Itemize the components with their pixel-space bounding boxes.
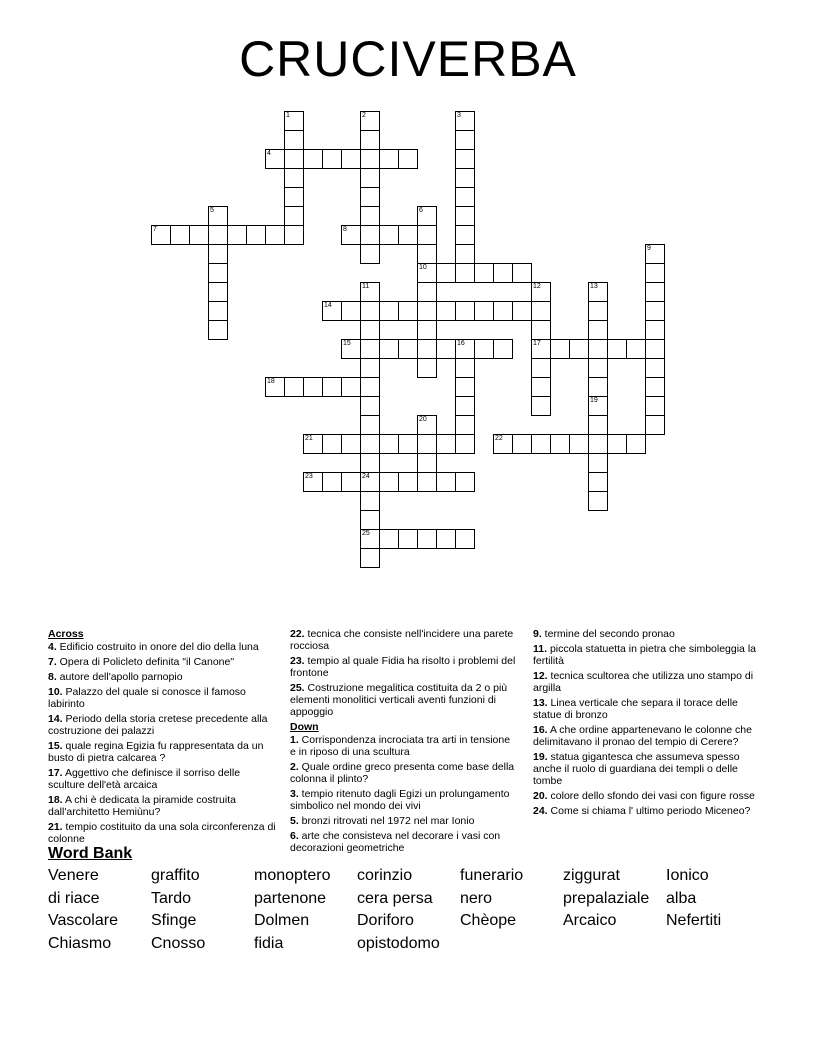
down-clue xyxy=(533,643,761,667)
grid-cell[interactable] xyxy=(360,244,380,264)
clue-text: termine del secondo pronao xyxy=(541,628,675,640)
grid-cell[interactable] xyxy=(417,301,437,321)
grid-cell[interactable] xyxy=(360,396,380,416)
grid-cell[interactable] xyxy=(360,149,380,169)
grid-cell[interactable] xyxy=(455,149,475,169)
grid-cell[interactable] xyxy=(455,415,475,435)
clue-number: 3 xyxy=(457,112,461,119)
clue-number-label: 3. xyxy=(290,788,299,800)
clue-number: 21 xyxy=(305,435,313,442)
grid-cell[interactable] xyxy=(284,225,304,245)
grid-cell[interactable] xyxy=(474,301,494,321)
grid-cell[interactable] xyxy=(341,377,361,397)
clue-number: 13 xyxy=(590,283,598,290)
grid-cell[interactable] xyxy=(284,149,304,169)
down-clue xyxy=(290,815,518,827)
grid-cell[interactable] xyxy=(303,377,323,397)
clue-number-label: 4. xyxy=(48,641,57,653)
clues-column-1 xyxy=(48,628,276,848)
grid-cell[interactable] xyxy=(436,434,456,454)
grid-cell[interactable] xyxy=(645,377,665,397)
grid-cell[interactable] xyxy=(455,263,475,283)
word-bank-item: nero xyxy=(460,889,493,907)
word-bank-item: Arcaico xyxy=(563,912,617,929)
grid-cell[interactable] xyxy=(360,225,380,245)
grid-cell[interactable] xyxy=(379,529,399,549)
grid-cell[interactable] xyxy=(436,339,456,359)
grid-cell[interactable] xyxy=(569,339,589,359)
down-clue xyxy=(533,724,761,748)
clue-text: tempio al quale Fidia ha risolto i problemi del frontone xyxy=(290,655,516,679)
grid-cell[interactable] xyxy=(588,377,608,397)
clue-text: arte che consisteva nel decorare i vasi con decorazioni geometriche xyxy=(290,830,501,854)
clue-text: statua gigantesca che assumeva spesso anche il ruolo di guardiana dei templi o delle tombe xyxy=(533,751,740,787)
word-bank-item: fidia xyxy=(254,934,284,952)
clue-text: Linea verticale che separa il torace delle statue di bronzo xyxy=(533,697,738,721)
clues-column-2 xyxy=(290,628,518,857)
clue-number-label: 11. xyxy=(533,643,548,655)
grid-cell[interactable] xyxy=(322,377,342,397)
clue-number: 22 xyxy=(495,435,503,442)
grid-cell[interactable] xyxy=(550,339,570,359)
grid-cell[interactable] xyxy=(493,263,513,283)
grid-cell[interactable] xyxy=(360,130,380,150)
clue-text: Aggettivo che definisce il sorriso delle sculture dell'età arcaica xyxy=(48,767,241,791)
grid-cell[interactable] xyxy=(322,149,342,169)
clue-text: Periodo della storia cretese precedente alla costruzione dei palazzi xyxy=(48,713,268,737)
across-heading: Across xyxy=(48,628,84,640)
grid-cell[interactable] xyxy=(531,320,551,340)
clue-number-label: 1. xyxy=(290,734,299,746)
grid-cell[interactable] xyxy=(588,358,608,378)
grid-cell[interactable] xyxy=(512,263,532,283)
grid-cell[interactable] xyxy=(588,472,608,492)
grid-cell[interactable] xyxy=(417,434,437,454)
grid-cell[interactable] xyxy=(588,453,608,473)
page-title: CRUCIVERBA xyxy=(239,31,577,87)
grid-cell[interactable] xyxy=(398,301,418,321)
clue-text: Come si chiama l' ultimo periodo Miceneo? xyxy=(547,805,751,817)
clue-text: Costruzione megalitica costituita da 2 o più elementi monolitici verticali aventi funzioni di appoggio xyxy=(290,682,508,718)
clue-number-label: 18. xyxy=(48,794,63,806)
grid-cell[interactable] xyxy=(398,472,418,492)
clue-number-label: 12. xyxy=(533,670,548,682)
grid-cell[interactable] xyxy=(379,149,399,169)
grid-cell[interactable] xyxy=(360,320,380,340)
grid-cell[interactable] xyxy=(531,377,551,397)
word-bank-item: Dolmen xyxy=(254,912,310,929)
word-bank-item: Venere xyxy=(48,867,99,884)
grid-cell[interactable] xyxy=(208,320,228,340)
grid-cell[interactable] xyxy=(512,301,532,321)
grid-cell[interactable] xyxy=(208,282,228,302)
grid-cell[interactable] xyxy=(645,282,665,302)
clue-number: 4 xyxy=(267,150,271,157)
across-clue xyxy=(290,628,518,652)
clue-number: 25 xyxy=(362,530,370,537)
word-bank-item: opistodomo xyxy=(357,934,440,952)
grid-cell[interactable] xyxy=(493,301,513,321)
clue-number: 11 xyxy=(362,283,370,290)
grid-cell[interactable] xyxy=(265,225,285,245)
grid-cell[interactable] xyxy=(170,225,190,245)
clue-number-label: 25. xyxy=(290,682,305,694)
clue-number: 5 xyxy=(210,207,214,214)
clue-text: Edificio costruito in onore del dio della luna xyxy=(56,641,259,653)
grid-cell[interactable] xyxy=(341,301,361,321)
clue-number-label: 6. xyxy=(290,830,299,842)
clue-number-label: 17. xyxy=(48,767,63,779)
down-clue xyxy=(290,734,518,758)
grid-cell[interactable] xyxy=(645,263,665,283)
down-clue xyxy=(533,628,761,640)
word-bank-item: ziggurat xyxy=(563,867,620,884)
grid-cell[interactable] xyxy=(284,130,304,150)
grid-cell[interactable] xyxy=(645,358,665,378)
grid-cell[interactable] xyxy=(645,301,665,321)
word-bank-item: Sfinge xyxy=(151,912,197,929)
grid-cell[interactable] xyxy=(360,187,380,207)
clue-number: 16 xyxy=(457,340,465,347)
grid-cell[interactable] xyxy=(607,434,627,454)
down-clue xyxy=(533,751,761,787)
grid-cell[interactable] xyxy=(398,339,418,359)
grid-cell[interactable] xyxy=(455,377,475,397)
clue-number: 2 xyxy=(362,112,366,119)
grid-cell[interactable] xyxy=(322,472,342,492)
grid-cell[interactable] xyxy=(436,263,456,283)
grid-cell[interactable] xyxy=(455,130,475,150)
clue-text: piccola statuetta in pietra che simboleggia la fertilità xyxy=(533,643,756,667)
grid-cell[interactable] xyxy=(341,472,361,492)
across-clue xyxy=(48,740,276,764)
grid-cell[interactable] xyxy=(341,149,361,169)
word-bank-item: Chèope xyxy=(460,912,517,929)
clue-number-label: 7. xyxy=(48,656,57,668)
clue-number: 6 xyxy=(419,207,423,214)
across-clue xyxy=(48,656,276,668)
grid-cell[interactable] xyxy=(588,434,608,454)
clue-number: 19 xyxy=(590,397,598,404)
down-clue xyxy=(533,670,761,694)
grid-cell[interactable] xyxy=(208,225,228,245)
clue-number-label: 2. xyxy=(290,761,299,773)
grid-cell[interactable] xyxy=(626,434,646,454)
grid-cell[interactable] xyxy=(379,434,399,454)
clue-text: tempio ritenuto dagli Egizi un prolungamento simbolico nel mondo dei vivi xyxy=(290,788,510,812)
grid-cell[interactable] xyxy=(455,529,475,549)
grid-cell[interactable] xyxy=(417,453,437,473)
word-bank-item: monoptero xyxy=(254,867,331,884)
grid-cell[interactable] xyxy=(455,244,475,264)
clue-text: Palazzo del quale si conosce il famoso labirinto xyxy=(48,686,246,710)
word-bank-item: Nefertiti xyxy=(666,912,722,929)
clue-number-label: 23. xyxy=(290,655,305,667)
down-clue xyxy=(290,830,518,854)
clue-number: 9 xyxy=(647,245,651,252)
clue-text: Opera di Policleto definita "il Canone" xyxy=(56,656,235,668)
grid-cell[interactable] xyxy=(550,434,570,454)
grid-cell[interactable] xyxy=(360,453,380,473)
grid-cell[interactable] xyxy=(455,358,475,378)
clue-text: tecnica che consiste nell'incidere una parete rocciosa xyxy=(290,628,514,652)
clue-number-label: 9. xyxy=(533,628,542,640)
grid-cell[interactable] xyxy=(645,339,665,359)
word-bank-item: cera persa xyxy=(357,889,433,907)
grid-cell[interactable] xyxy=(284,187,304,207)
clue-number: 8 xyxy=(343,226,347,233)
grid-cell[interactable] xyxy=(512,434,532,454)
across-clue xyxy=(290,682,518,718)
word-bank-item: alba xyxy=(666,889,697,907)
grid-cell[interactable] xyxy=(303,149,323,169)
clue-number-label: 19. xyxy=(533,751,548,763)
clue-number-label: 14. xyxy=(48,713,63,725)
clue-number: 12 xyxy=(533,283,541,290)
grid-cell[interactable] xyxy=(417,472,437,492)
clue-number-label: 15. xyxy=(48,740,63,752)
clue-number-label: 21. xyxy=(48,821,63,833)
across-clue xyxy=(290,655,518,679)
down-clue xyxy=(533,805,761,817)
grid-cell[interactable] xyxy=(588,320,608,340)
grid-cell[interactable] xyxy=(417,339,437,359)
grid-cell[interactable] xyxy=(645,396,665,416)
clue-number: 10 xyxy=(419,264,427,271)
clue-number-label: 24. xyxy=(533,805,548,817)
grid-cell[interactable] xyxy=(284,168,304,188)
clue-text: Quale ordine greco presenta come base della colonna il plinto? xyxy=(290,761,515,785)
across-clue xyxy=(48,686,276,710)
grid-cell[interactable] xyxy=(455,472,475,492)
clue-number: 18 xyxy=(267,378,275,385)
grid-cell[interactable] xyxy=(417,358,437,378)
across-clue xyxy=(48,767,276,791)
clue-number-label: 8. xyxy=(48,671,57,683)
grid-cell[interactable] xyxy=(379,472,399,492)
grid-cell[interactable] xyxy=(360,491,380,511)
across-clue xyxy=(48,641,276,653)
grid-cell[interactable] xyxy=(360,548,380,568)
grid-cell[interactable] xyxy=(569,434,589,454)
word-bank-item: funerario xyxy=(460,867,524,884)
clue-number-label: 22. xyxy=(290,628,305,640)
word-bank-item: Chiasmo xyxy=(48,934,112,952)
grid-cell[interactable] xyxy=(455,225,475,245)
grid-cell[interactable] xyxy=(493,339,513,359)
across-clue xyxy=(48,713,276,737)
word-bank-item: Cnosso xyxy=(151,934,206,952)
clue-text: A chi è dedicata la piramide costruita dall'architetto Hemiùnu? xyxy=(48,794,236,818)
clue-text: Corrispondenza incrociata tra arti in tensione e in riposo di una scultura xyxy=(290,734,511,758)
grid-cell[interactable] xyxy=(360,206,380,226)
grid-cell[interactable] xyxy=(417,282,437,302)
grid-cell[interactable] xyxy=(360,168,380,188)
grid-cell[interactable] xyxy=(284,377,304,397)
down-heading: Down xyxy=(290,721,319,733)
grid-cell[interactable] xyxy=(436,301,456,321)
grid-cell[interactable] xyxy=(398,225,418,245)
grid-cell[interactable] xyxy=(531,434,551,454)
grid-cell[interactable] xyxy=(360,301,380,321)
word-bank-item: Doriforo xyxy=(357,912,414,929)
grid-cell[interactable] xyxy=(398,149,418,169)
grid-cell[interactable] xyxy=(417,244,437,264)
down-clue xyxy=(290,761,518,785)
grid-cell[interactable] xyxy=(436,472,456,492)
clue-text: quale regina Egizia fu rappresentata da un busto di pietra calcarea ? xyxy=(48,740,264,764)
word-bank-item: corinzio xyxy=(357,867,413,884)
word-bank-item: partenone xyxy=(254,889,327,907)
clues-column-3 xyxy=(533,628,761,820)
grid-cell[interactable] xyxy=(360,434,380,454)
clue-text: bronzi ritrovati nel 1972 nel mar Ionio xyxy=(298,815,475,827)
grid-cell[interactable] xyxy=(607,339,627,359)
grid-cell[interactable] xyxy=(474,263,494,283)
grid-cell[interactable] xyxy=(208,263,228,283)
grid-cell[interactable] xyxy=(417,529,437,549)
grid-cell[interactable] xyxy=(455,301,475,321)
grid-cell[interactable] xyxy=(588,491,608,511)
across-clue xyxy=(48,794,276,818)
clue-number: 7 xyxy=(153,226,157,233)
grid-cell[interactable] xyxy=(360,415,380,435)
clue-number-label: 16. xyxy=(533,724,548,736)
grid-cell[interactable] xyxy=(417,225,437,245)
word-bank-item: Ionico xyxy=(666,867,709,884)
grid-cell[interactable] xyxy=(208,244,228,264)
across-clue xyxy=(48,821,276,845)
grid-cell[interactable] xyxy=(588,339,608,359)
word-bank-item: Vascolare xyxy=(48,912,118,929)
grid-cell[interactable] xyxy=(645,415,665,435)
grid-cell[interactable] xyxy=(531,301,551,321)
word-bank-title: Word Bank xyxy=(48,845,133,862)
clue-text: A che ordine appartenevano le colonne che delimitavano il pronao del tempio di Cerere? xyxy=(533,724,752,748)
grid-cell[interactable] xyxy=(588,301,608,321)
grid-cell[interactable] xyxy=(417,320,437,340)
grid-cell[interactable] xyxy=(455,396,475,416)
word-bank-item: di riace xyxy=(48,889,100,907)
grid-cell[interactable] xyxy=(246,225,266,245)
grid-cell[interactable] xyxy=(360,377,380,397)
clue-number: 15 xyxy=(343,340,351,347)
across-clue xyxy=(48,671,276,683)
clue-number: 1 xyxy=(286,112,290,119)
grid-cell[interactable] xyxy=(455,434,475,454)
grid-cell[interactable] xyxy=(531,396,551,416)
grid-cell[interactable] xyxy=(626,339,646,359)
grid-cell[interactable] xyxy=(398,529,418,549)
clue-number-label: 13. xyxy=(533,697,548,709)
clue-number: 14 xyxy=(324,302,332,309)
clue-number-label: 20. xyxy=(533,790,548,802)
grid-cell[interactable] xyxy=(341,434,361,454)
grid-cell[interactable] xyxy=(398,434,418,454)
grid-cell[interactable] xyxy=(227,225,247,245)
clue-number: 23 xyxy=(305,473,313,480)
grid-cell[interactable] xyxy=(645,320,665,340)
clue-text: colore dello sfondo dei vasi con figure rosse xyxy=(547,790,755,802)
grid-cell[interactable] xyxy=(360,510,380,530)
grid-cell[interactable] xyxy=(588,415,608,435)
clue-number: 20 xyxy=(419,416,427,423)
down-clue xyxy=(533,790,761,802)
grid-cell[interactable] xyxy=(284,206,304,226)
grid-cell[interactable] xyxy=(379,301,399,321)
clue-text: autore dell'apollo parnopio xyxy=(56,671,183,683)
grid-cell[interactable] xyxy=(455,187,475,207)
word-bank-item: graffito xyxy=(151,867,200,884)
down-clue xyxy=(290,788,518,812)
clue-text: tempio costituito da una sola circonferenza di colonne xyxy=(48,821,276,845)
grid-cell[interactable] xyxy=(208,301,228,321)
grid-cell[interactable] xyxy=(474,339,494,359)
grid-cell[interactable] xyxy=(379,339,399,359)
clue-number: 17 xyxy=(533,340,541,347)
grid-cell[interactable] xyxy=(455,206,475,226)
down-clue xyxy=(533,697,761,721)
clue-number-label: 10. xyxy=(48,686,63,698)
grid-cell[interactable] xyxy=(360,339,380,359)
word-bank-item: prepalaziale xyxy=(563,889,650,907)
grid-cell[interactable] xyxy=(360,358,380,378)
word-bank-item: Tardo xyxy=(151,889,192,907)
clue-text: tecnica scultorea che utilizza uno stampo di argilla xyxy=(533,670,754,694)
grid-cell[interactable] xyxy=(189,225,209,245)
grid-cell[interactable] xyxy=(436,529,456,549)
grid-cell[interactable] xyxy=(455,168,475,188)
clue-number-label: 5. xyxy=(290,815,299,827)
clue-number: 24 xyxy=(362,473,370,480)
grid-cell[interactable] xyxy=(322,434,342,454)
grid-cell[interactable] xyxy=(379,225,399,245)
grid-cell[interactable] xyxy=(531,358,551,378)
